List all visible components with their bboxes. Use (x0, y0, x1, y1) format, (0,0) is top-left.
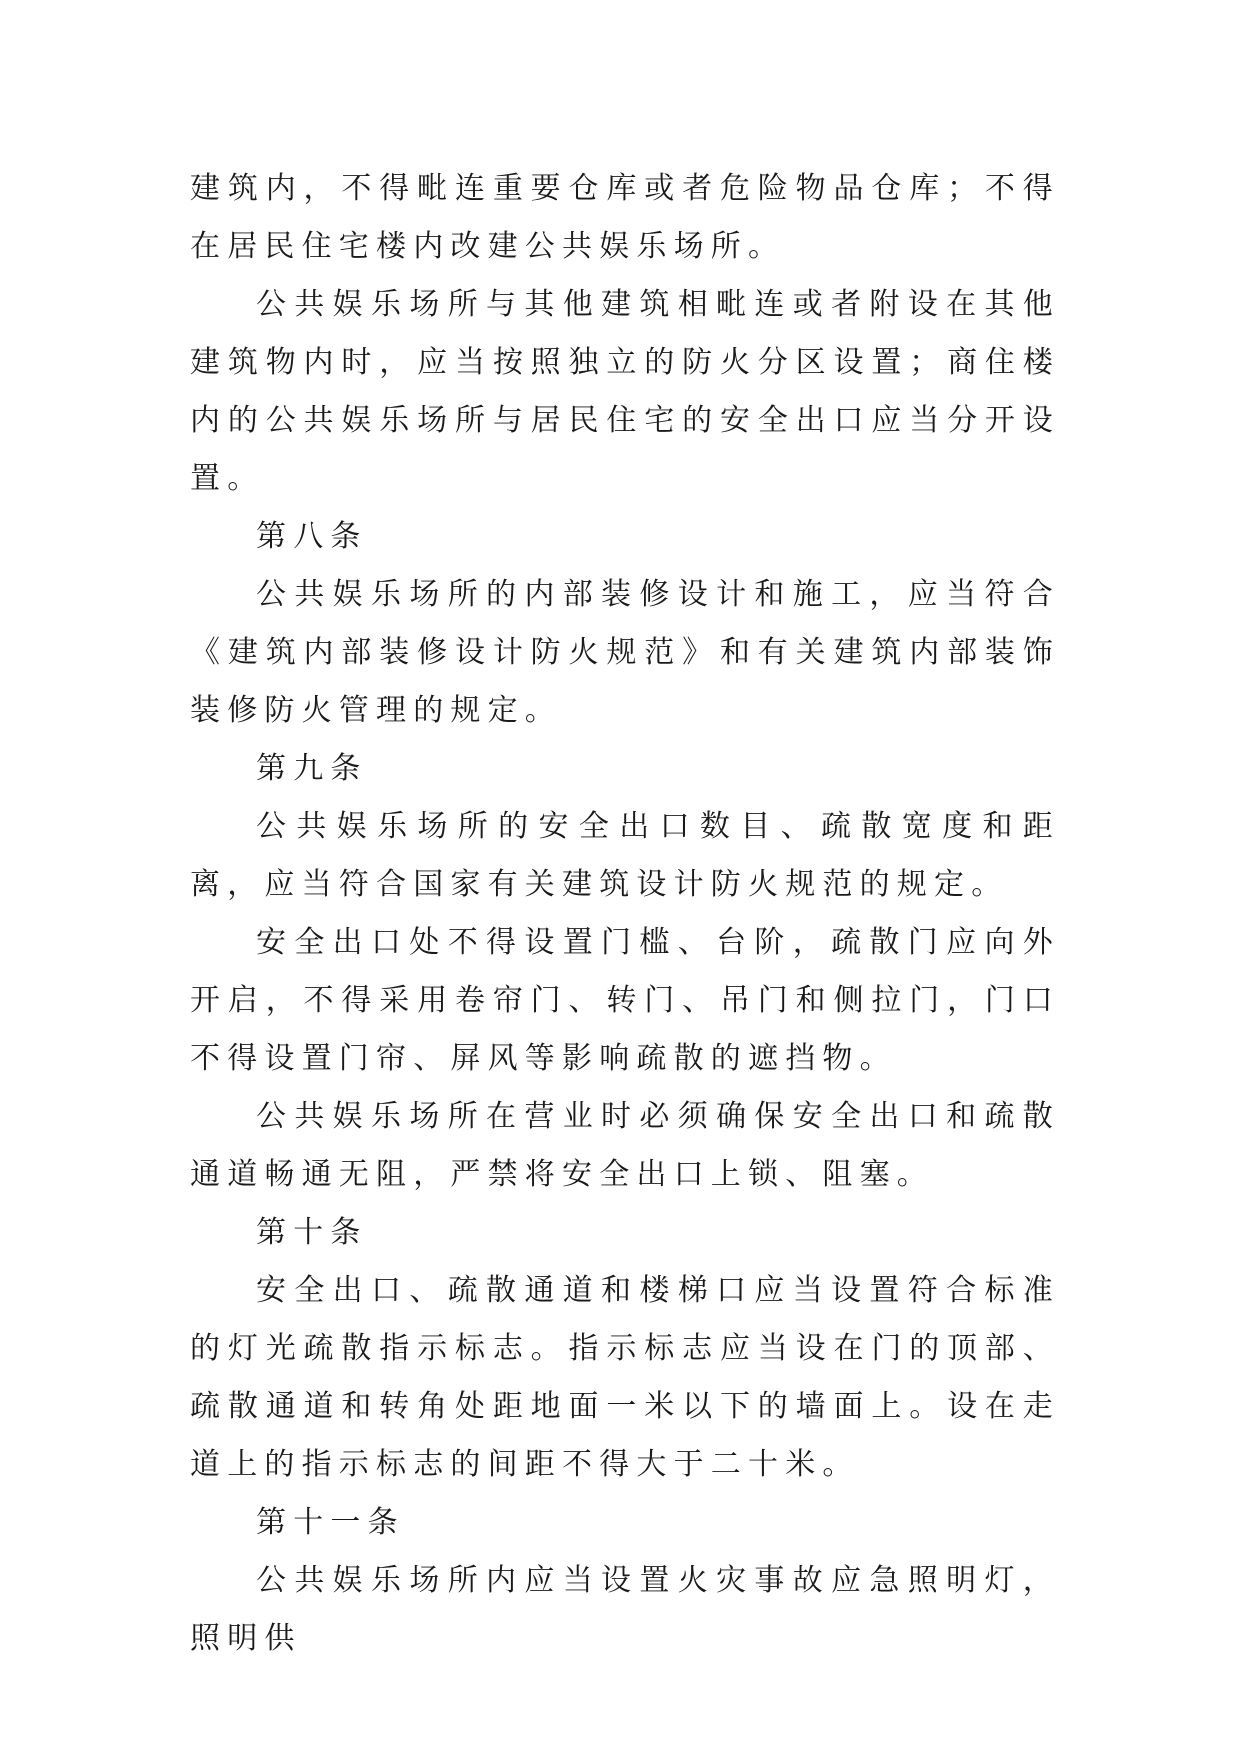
paragraph: 建筑内，不得毗连重要仓库或者危险物品仓库；不得在居民住宅楼内改建公共娱乐场所。 (190, 171, 1060, 264)
paragraph: 公共娱乐场所在营业时必须确保安全出口和疏散通道畅通无阻，严禁将安全出口上锁、阻塞。 (190, 1099, 1060, 1192)
paragraph: 公共娱乐场所内应当设置火灾事故应急照明灯，照明供 (190, 1563, 1060, 1656)
paragraph: 安全出口、疏散通道和楼梯口应当设置符合标准的灯光疏散指示标志。指示标志应当设在门的顶部、疏散通道和转角处距地面一米以下的墙面上。设在走道上的指示标志的间距不得大于二十米。 (190, 1273, 1060, 1482)
paragraph: 安全出口处不得设置门槛、台阶，疏散门应向外开启，不得采用卷帘门、转门、吊门和侧拉门，门口不得设置门帘、屏风等影响疏散的遮挡物。 (190, 925, 1060, 1076)
paragraph: 公共娱乐场所的安全出口数目、疏散宽度和距离，应当符合国家有关建筑设计防火规范的规定。 (190, 809, 1060, 902)
paragraph: 公共娱乐场所与其他建筑相毗连或者附设在其他建筑物内时，应当按照独立的防火分区设置；商住楼内的公共娱乐场所与居民住宅的安全出口应当分开设置。 (190, 287, 1060, 496)
article-heading: 第八条 (256, 519, 368, 554)
article-heading: 第十一条 (256, 1505, 405, 1540)
article-heading: 第九条 (256, 751, 368, 786)
document-body (190, 160, 1060, 1668)
paragraph: 公共娱乐场所的内部装修设计和施工，应当符合《建筑内部装修设计防火规范》和有关建筑内部装饰装修防火管理的规定。 (190, 577, 1060, 728)
article-heading: 第十条 (256, 1215, 368, 1250)
